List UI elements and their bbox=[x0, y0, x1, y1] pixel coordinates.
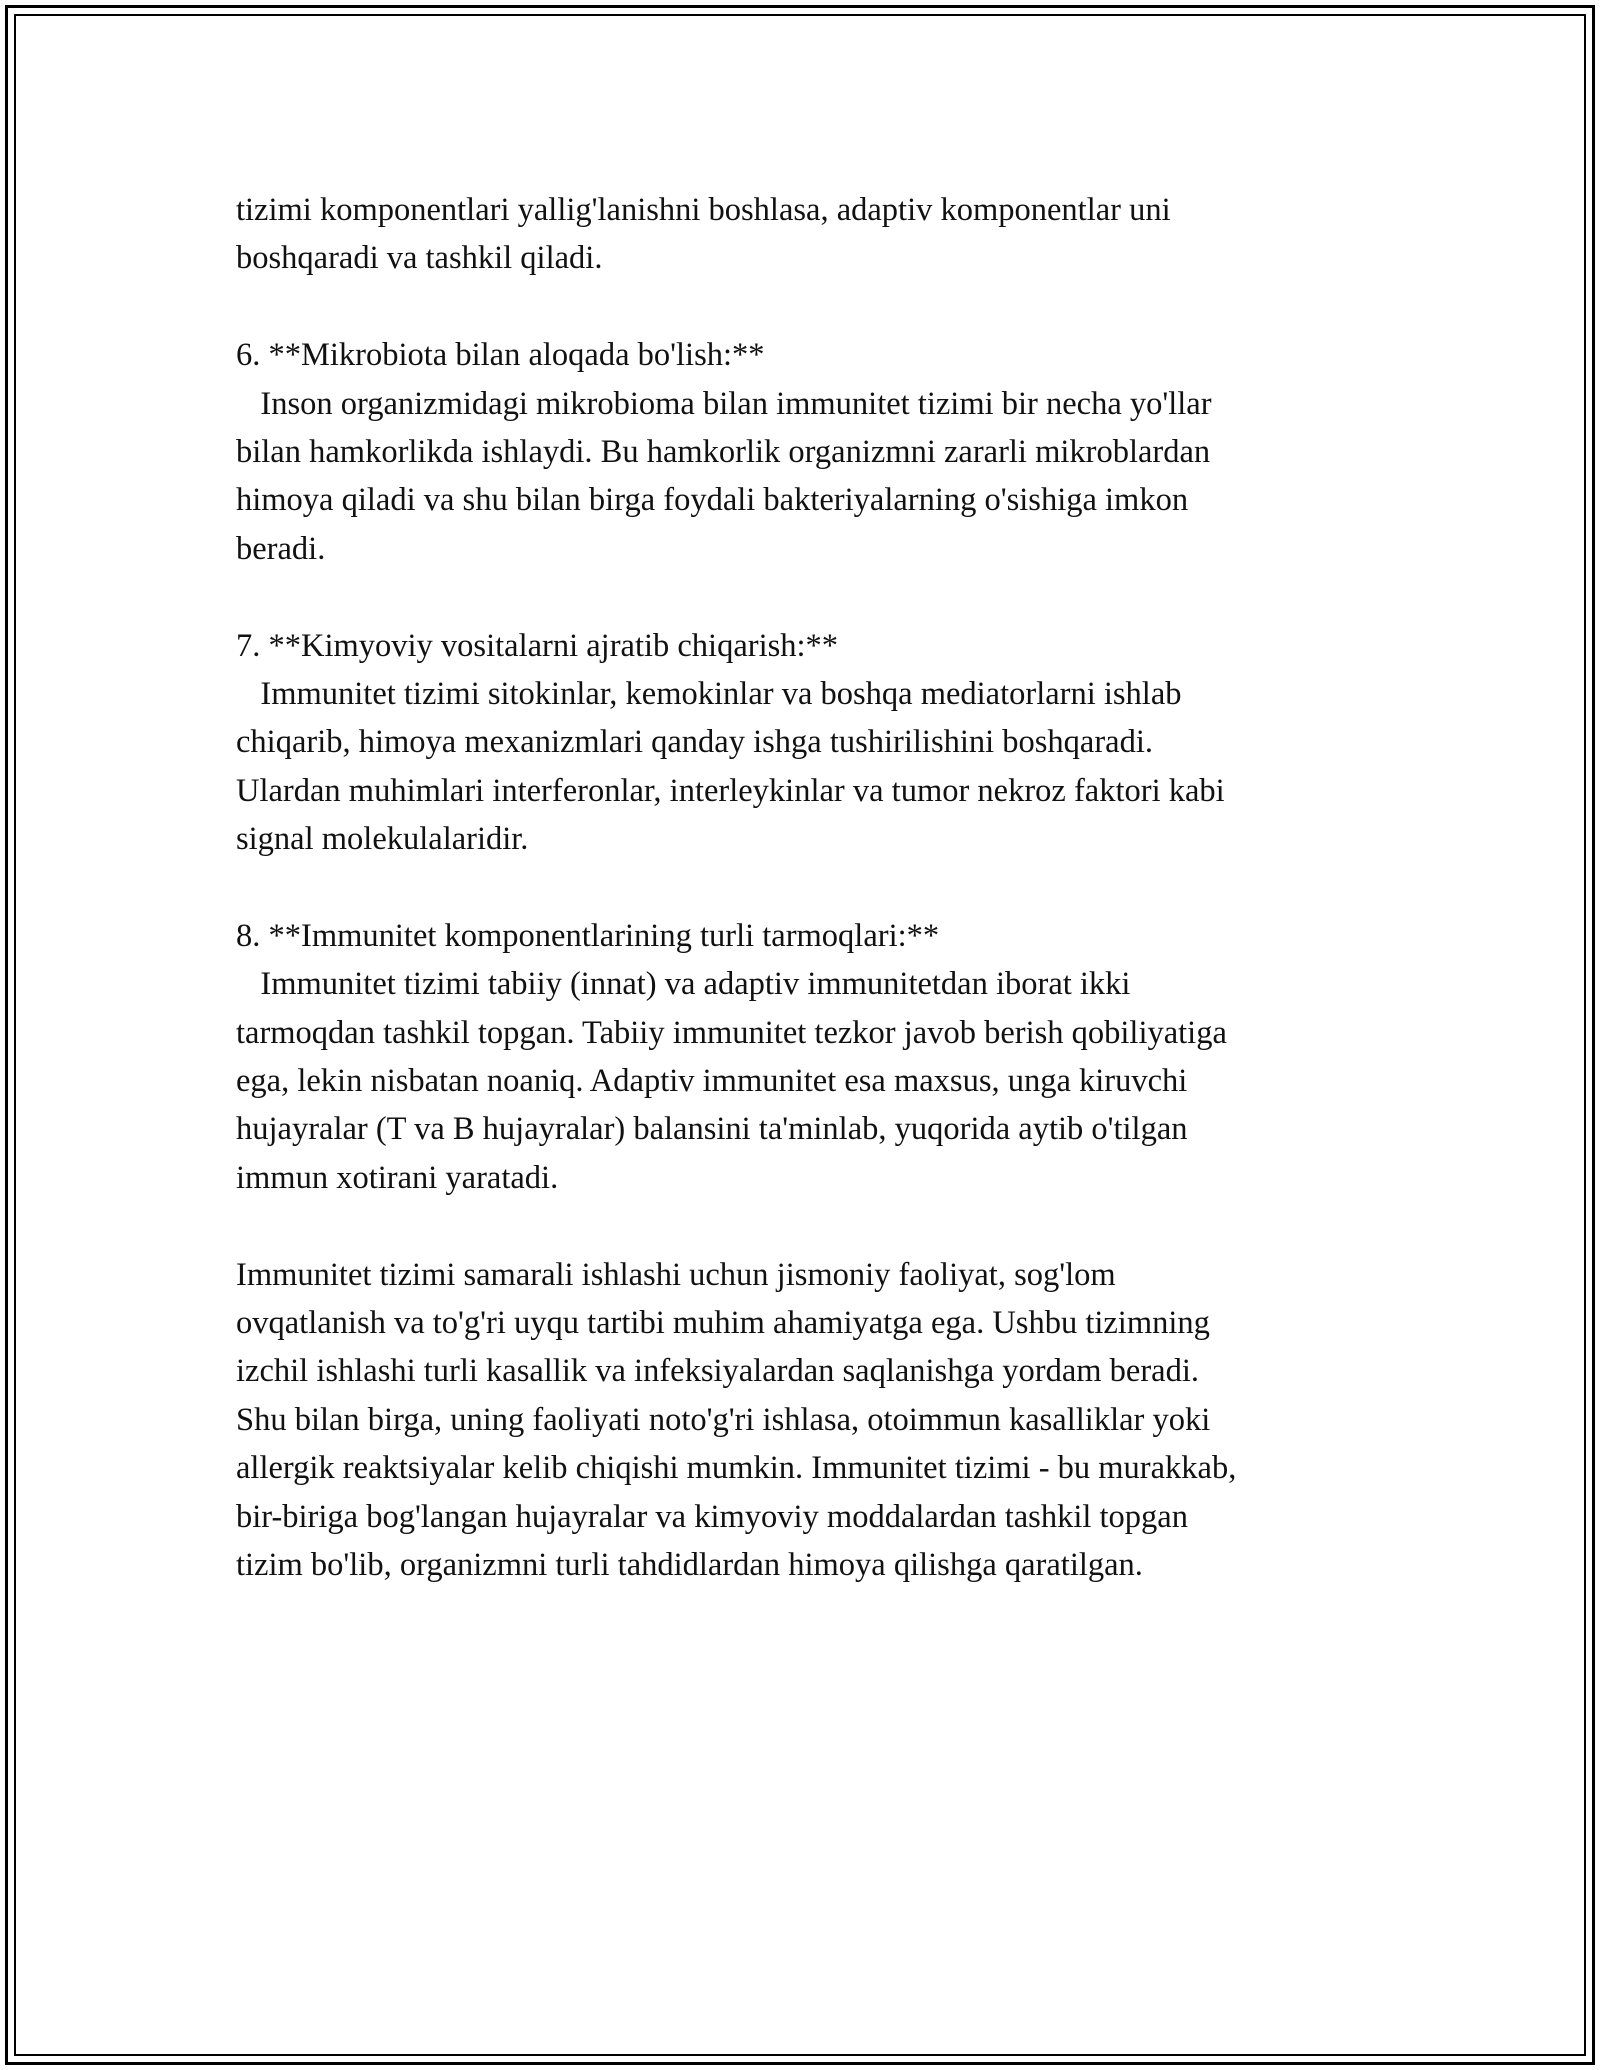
text-line: bilan hamkorlikda ishlaydi. Bu hamkorlik organizmni zararli mikroblardan bbox=[236, 433, 1211, 470]
document-body bbox=[236, 186, 1386, 1589]
text-line: Immunitet tizimi tabiiy (innat) va adaptiv immunitetdan iborat ikki bbox=[236, 966, 1131, 1003]
paragraph-gap bbox=[236, 863, 1386, 911]
text-line: tizim bo'lib, organizmni turli tahdidlardan himoya qilishga qaratilgan. bbox=[236, 1546, 1143, 1583]
section-7 bbox=[236, 622, 1386, 864]
text-line: signal molekulalaridir. bbox=[236, 821, 529, 858]
text-line: Ulardan muhimlari interferonlar, interleykinlar va tumor nekroz faktori kabi bbox=[236, 772, 1225, 809]
text-line: bir-biriga bog'langan hujayralar va kimyoviy moddalardan tashkil topgan bbox=[236, 1498, 1188, 1535]
text-line: beradi. bbox=[236, 530, 326, 567]
section-heading: 8. **Immunitet komponentlarining turli tarmoqlari:** bbox=[236, 917, 940, 954]
text-line: Immunitet tizimi samarali ishlashi uchun jismoniy faoliyat, sog'lom bbox=[236, 1256, 1116, 1293]
text-line: Inson organizmidagi mikrobioma bilan immunitet tizimi bir necha yo'llar bbox=[236, 385, 1212, 422]
text-line: tizimi komponentlari yallig'lanishni boshlasa, adaptiv komponentlar uni bbox=[236, 192, 1171, 228]
text-line: Immunitet tizimi sitokinlar, kemokinlar va boshqa mediatorlarni ishlab bbox=[236, 675, 1182, 712]
text-line: tarmoqdan tashkil topgan. Tabiiy immunitet tezkor javob berish qobiliyatiga bbox=[236, 1014, 1227, 1051]
text-line: izchil ishlashi turli kasallik va infeksiyalardan saqlanishga yordam beradi. bbox=[236, 1353, 1199, 1390]
paragraph-gap bbox=[236, 573, 1386, 621]
text-line: hujayralar (T va B hujayralar) balansini ta'minlab, yuqorida aytib o'tilgan bbox=[236, 1111, 1188, 1148]
section-heading: 7. **Kimyoviy vositalarni ajratib chiqarish:** bbox=[236, 627, 839, 664]
text-line: chiqarib, himoya mexanizmlari qanday ishga tushirilishini boshqaradi. bbox=[236, 724, 1154, 761]
section-8 bbox=[236, 912, 1386, 1202]
text-line: allergik reaktsiyalar kelib chiqishi mumkin. Immunitet tizimi - bu murakkab, bbox=[236, 1450, 1237, 1487]
text-line: boshqaradi va tashkil qiladi. bbox=[236, 240, 603, 277]
paragraph-gap bbox=[236, 1202, 1386, 1250]
text-line: himoya qiladi va shu bilan birga foydali bakteriyalarning o'sishiga imkon bbox=[236, 482, 1189, 519]
conclusion-paragraph bbox=[236, 1251, 1386, 1590]
section-6 bbox=[236, 331, 1386, 573]
text-line: ega, lekin nisbatan noaniq. Adaptiv immunitet esa maxsus, unga kiruvchi bbox=[236, 1063, 1188, 1100]
section-heading: 6. **Mikrobiota bilan aloqada bo'lish:** bbox=[236, 337, 765, 374]
text-line: ovqatlanish va to'g'ri uyqu tartibi muhim ahamiyatga ega. Ushbu tizimning bbox=[236, 1304, 1210, 1341]
continuation-paragraph bbox=[236, 186, 1386, 283]
text-line: immun xotirani yaratadi. bbox=[236, 1159, 559, 1196]
text-line: Shu bilan birga, uning faoliyati noto'g'ri ishlasa, otoimmun kasalliklar yoki bbox=[236, 1401, 1211, 1438]
paragraph-gap bbox=[236, 283, 1386, 331]
